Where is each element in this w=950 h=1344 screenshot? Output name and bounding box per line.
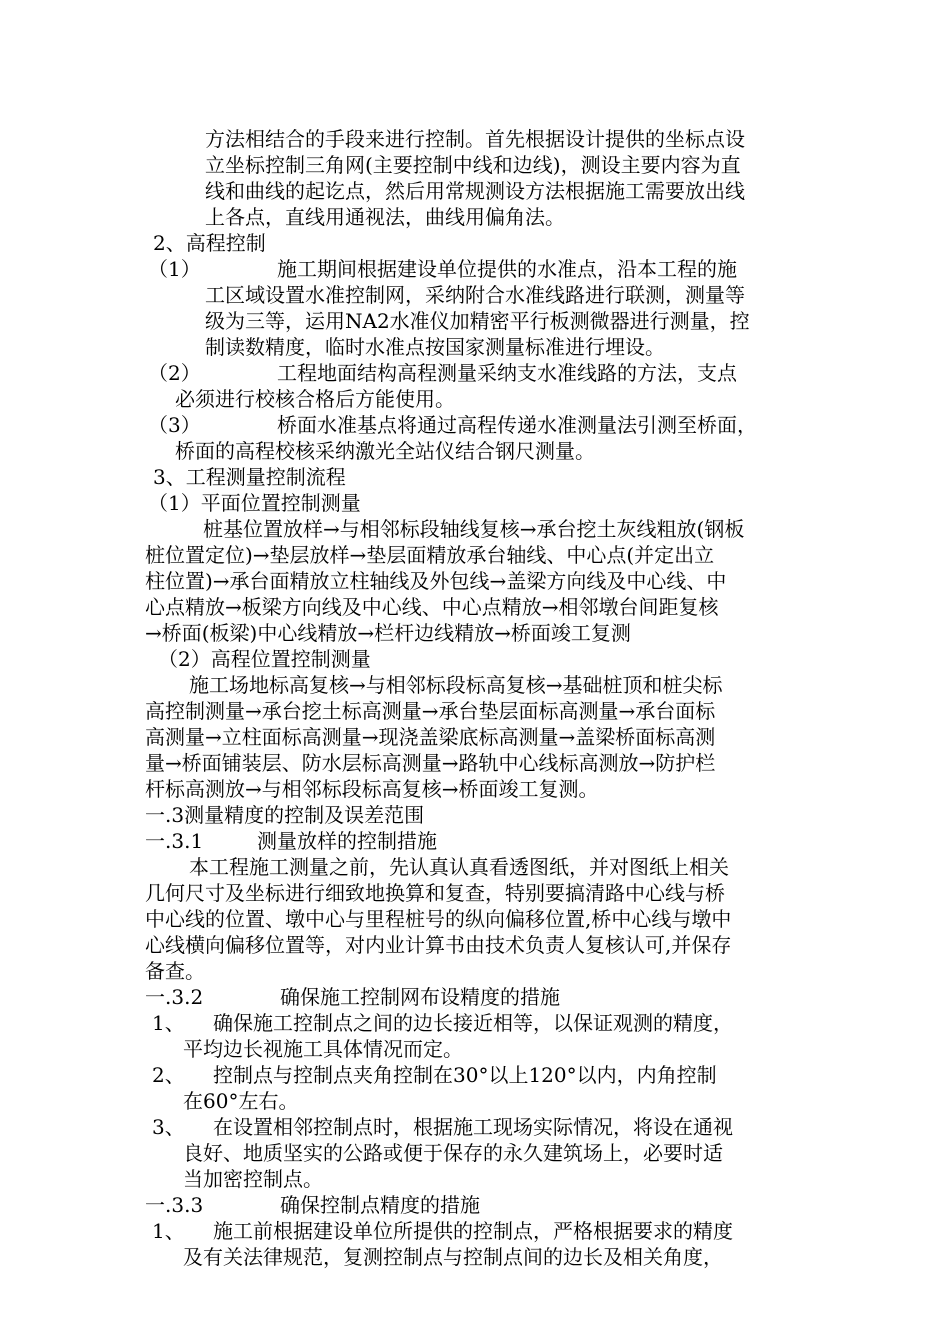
subsection-heading: （1）平面位置控制测量	[148, 491, 361, 515]
paragraph-line: 量→桥面铺装层、防水层标高测量→路轨中心线标高测放→防护栏	[145, 751, 716, 775]
paragraph-line: 制读数精度，临时水准点按国家测量标准进行埋设。	[205, 335, 665, 359]
paragraph-line: 本工程施工测量之前，先认真认真看透图纸，并对图纸上相关	[189, 855, 729, 879]
section-heading: 确保控制点精度的措施	[280, 1193, 480, 1217]
paragraph-line: 桥面水准基点将通过高程传递水准测量法引测至桥面，	[277, 413, 757, 437]
section-heading: 测量放样的控制措施	[257, 829, 437, 853]
paragraph-line: 确保施工控制点之间的边长接近相等，以保证观测的精度，	[213, 1011, 733, 1035]
item-number: 2、	[152, 1063, 185, 1087]
paragraph-line: 几何尺寸及坐标进行细致地换算和复查，特别要搞清路中心线与桥	[145, 881, 725, 905]
paragraph-line: 立坐标控制三角网(主要控制中线和边线)，测设主要内容为直	[205, 153, 741, 177]
paragraph-line: 心点精放→板梁方向线及中心线、中心点精放→相邻墩台间距复核	[145, 595, 719, 619]
paragraph-line: 在设置相邻控制点时，根据施工现场实际情况，将设在通视	[213, 1115, 733, 1139]
item-number: （3）	[148, 413, 201, 437]
paragraph-line: 线和曲线的起讫点，然后用常规测设方法根据施工需要放出线	[205, 179, 745, 203]
subsection-heading: （2）高程位置控制测量	[158, 647, 371, 671]
paragraph-line: 工区域设置水准控制网，采纳附合水准线路进行联测，测量等	[205, 283, 745, 307]
paragraph-line: 级为三等，运用NA2水准仪加精密平行板测微器进行测量，控	[205, 309, 750, 333]
paragraph-line: 及有关法律规范，复测控制点与控制点间的边长及相关角度，	[183, 1245, 723, 1269]
paragraph-line: 在60°左右。	[183, 1089, 299, 1113]
paragraph-line: 桩位置定位)→垫层放样→垫层面精放承台轴线、中心点(并定出立	[145, 543, 715, 567]
section-heading: 2、高程控制	[153, 231, 266, 255]
section-number: 一.3.2	[145, 985, 204, 1009]
item-number: 1、	[152, 1011, 185, 1035]
paragraph-line: 方法相结合的手段来进行控制。首先根据设计提供的坐标点设	[205, 127, 745, 151]
item-number: （2）	[148, 361, 201, 385]
section-heading: 一.3测量精度的控制及误差范围	[145, 803, 425, 827]
paragraph-line: 施工期间根据建设单位提供的水准点，沿本工程的施	[277, 257, 737, 281]
paragraph-line: 必须进行校核合格后方能使用。	[175, 387, 455, 411]
paragraph-line: 桥面的高程校核采纳激光全站仪结合钢尺测量。	[175, 439, 595, 463]
paragraph-line: 施工前根据建设单位所提供的控制点，严格根据要求的精度	[213, 1219, 733, 1243]
paragraph-line: 高测量→立柱面标高测量→现浇盖梁底标高测量→盖梁桥面标高测	[145, 725, 716, 749]
paragraph-line: 施工场地标高复核→与相邻标段标高复核→基础桩顶和桩尖标	[189, 673, 723, 697]
paragraph-line: 上各点，直线用通视法，曲线用偏角法。	[205, 205, 565, 229]
section-number: 一.3.1	[145, 829, 204, 853]
paragraph-line: 备查。	[145, 959, 205, 983]
paragraph-line: 中心线的位置、墩中心与里程桩号的纵向偏移位置,桥中心线与墩中	[145, 907, 732, 931]
paragraph-line: 杆标高测放→与相邻标段标高复核→桥面竣工复测。	[145, 777, 599, 801]
item-number: （1）	[148, 257, 201, 281]
section-number: 一.3.3	[145, 1193, 204, 1217]
paragraph-line: 平均边长视施工具体情况而定。	[183, 1037, 463, 1061]
paragraph-line: 心线横向偏移位置等，对内业计算书由技术负责人复核认可,并保存	[145, 933, 732, 957]
section-heading: 3、工程测量控制流程	[153, 465, 346, 489]
paragraph-line: 控制点与控制点夹角控制在30°以上120°以内，内角控制	[213, 1063, 717, 1087]
paragraph-line: 良好、地质坚实的公路或便于保存的永久建筑场上，必要时适	[183, 1141, 723, 1165]
item-number: 3、	[152, 1115, 185, 1139]
paragraph-line: →桥面(板梁)中心线精放→栏杆边线精放→桥面竣工复测	[145, 621, 631, 645]
paragraph-line: 高控制测量→承台挖土标高测量→承台垫层面标高测量→承台面标	[145, 699, 716, 723]
item-number: 1、	[152, 1219, 185, 1243]
section-heading: 确保施工控制网布设精度的措施	[280, 985, 560, 1009]
paragraph-line: 桩基位置放样→与相邻标段轴线复核→承台挖土灰线粗放(钢板	[203, 517, 745, 541]
paragraph-line: 当加密控制点。	[183, 1167, 323, 1191]
paragraph-line: 柱位置)→承台面精放立柱轴线及外包线→盖梁方向线及中心线、中	[145, 569, 727, 593]
paragraph-line: 工程地面结构高程测量采纳支水准线路的方法，支点	[277, 361, 737, 385]
